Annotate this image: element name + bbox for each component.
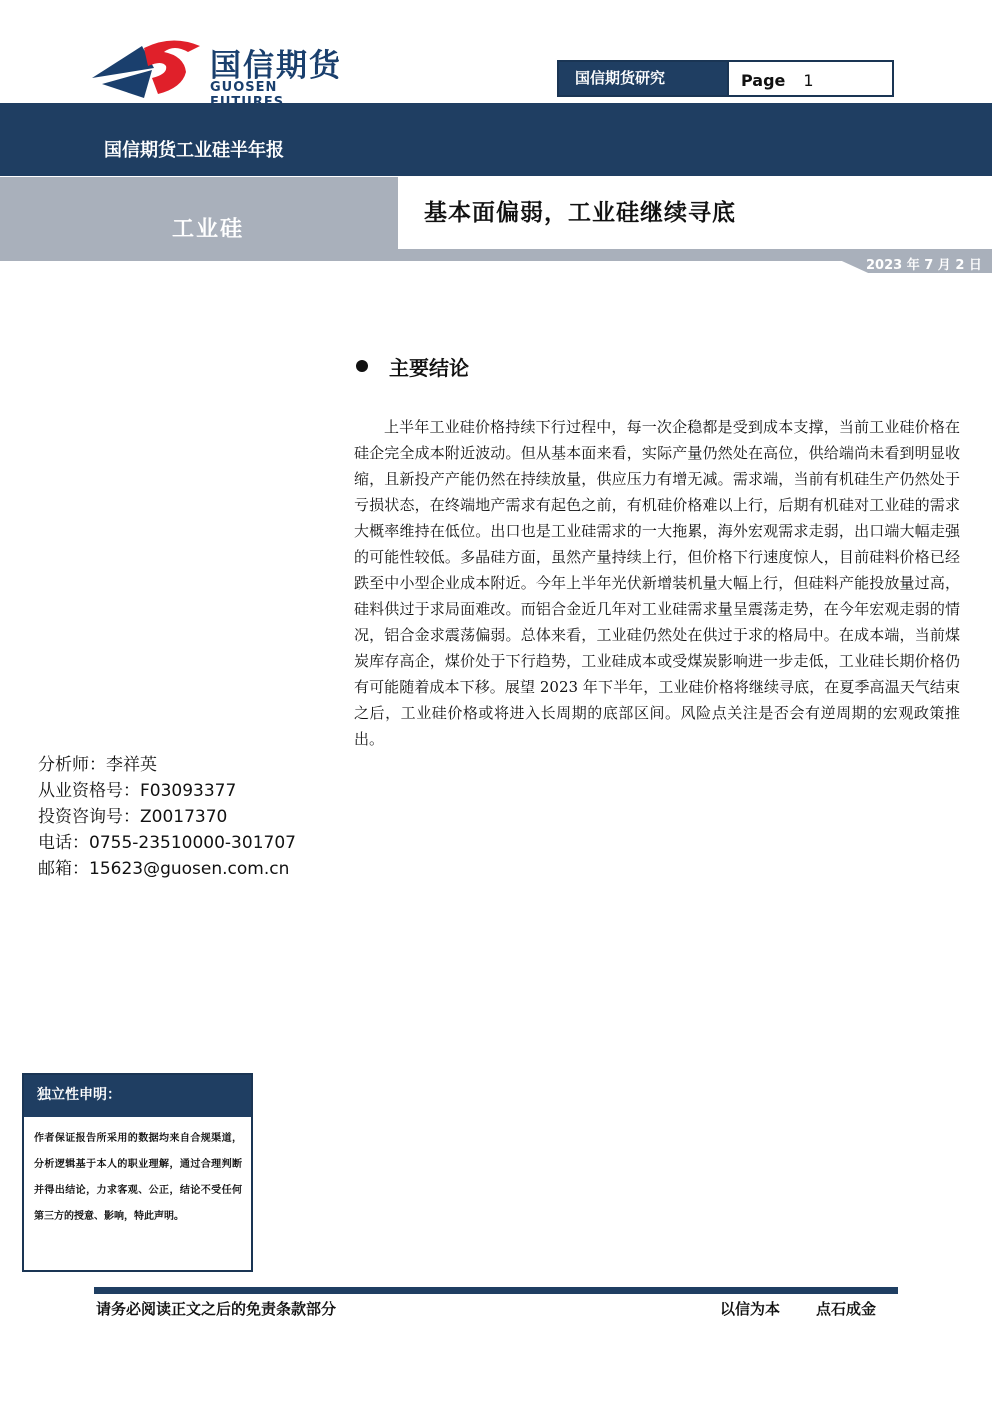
research-label: 国信期货研究: [559, 62, 727, 95]
analyst-email: 邮箱：15623@guosen.com.cn: [38, 859, 290, 879]
footer-motto: [720, 1298, 876, 1319]
disclaimer-notice: 请务必阅读正文之后的免责条款部分: [96, 1300, 337, 1318]
analyst-qualification: 从业资格号：F03093377: [38, 781, 237, 801]
guosen-logo-icon: [92, 38, 202, 100]
page-indicator: [727, 62, 892, 95]
declaration-heading: 独立性申明：: [24, 1075, 251, 1117]
guosen-logo: [92, 36, 352, 102]
report-date: 2023 年 7 月 2 日: [866, 258, 982, 273]
analyst-consulting-number: 投资咨询号：Z0017370: [38, 807, 228, 827]
category-label: 工业硅: [172, 217, 245, 242]
independence-declaration: [22, 1073, 253, 1272]
footer-rule: [94, 1287, 898, 1294]
motto-2: 点石成金: [816, 1300, 877, 1318]
analyst-name: 分析师：李祥英: [38, 755, 157, 775]
page-title: 基本面偏弱，工业硅继续寻底: [424, 199, 736, 226]
bullet-dot-icon: [356, 360, 368, 372]
logo-name-cn: 国信期货: [210, 48, 342, 84]
analyst-phone: 电话：0755-23510000-301707: [38, 833, 296, 853]
logo-name-en: GUOSEN: [210, 80, 278, 95]
declaration-body: 作者保证报告所采用的数据均来自合规渠道，分析逻辑基于本人的职业理解，通过合理判断 并得出结论，力求客观、公正，结论不受任何第三方的授意、影响，特此声明。: [34, 1133, 242, 1222]
page-label: Page: [741, 71, 786, 90]
motto-1: 以信为本: [720, 1300, 781, 1318]
section-heading: 主要结论: [389, 356, 469, 380]
page-number: 1: [803, 71, 814, 90]
analyst-info: [38, 752, 296, 882]
report-series-title: 国信期货工业硅半年报: [104, 140, 284, 161]
conclusion-paragraph: 上半年工业硅价格持续下行过程中，每一次企稳都是受到成本支撑，当前工业硅价格在硅企完全成本附近波动。但从基本面来看，实际产量仍然处在高位，供给端尚未看到明显收缩，且新投产产能仍然在持续放量，供应压力有增无减。需求端，当前有机硅生产仍然处于亏损状态，在终端地产需求有起色之前，有机硅价格难以上行，后期有机硅对工业硅的需求大概率维持在低位。出口也是工业硅需求的一大拖累，海外宏观需求走弱，出口端大幅走强的可能性较低。多晶硅方面，虽然产量持续上行，但价格下行速度惊人，目前硅料价格已经跌至中小型企业成本附近。今年上半年光伏新增装机量大幅上行，但硅料产能投放量过高，硅料供过于求局面难改。而铝合金近几年对工业硅需求量呈震荡走势，在今年宏观走弱的情况，铝合金求震荡偏弱。总体来看，工业硅仍然处在供过于求的格局中。在成本端，当前煤炭库存高企，煤价处于下行趋势，工业硅成本或受煤炭影响进一步走低，工业硅长期价格仍有可能随着成本下移。展望 2023 年下半年，工业硅价格将继续寻底，在夏季高温天气结束之后，工业硅价格或将进入长周期的底部区间。风险点关注是否会有逆周期的宏观政策推出。: [354, 418, 960, 748]
header-box: [557, 60, 894, 97]
